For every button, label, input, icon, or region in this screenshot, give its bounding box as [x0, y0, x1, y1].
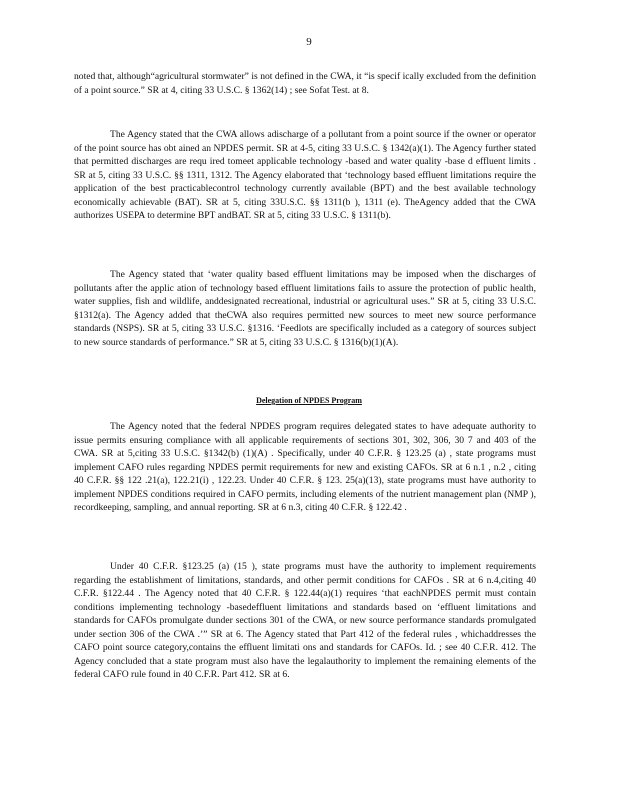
body-block-2 [74, 128, 536, 223]
paragraph-5: Under 40 C.F.R. §123.25 (a) (15 ), state programs must have the authority to implement requirements regarding the establishment of limitations, standards, and other permit conditions for CAFOs . SR at 6 n.4,citing 40 C.F.R. §122.44 . The Agency noted that 40 C.F.R. § 122.44(a)(1) requires ‘that eachNPDES permit must contain conditions implementing technology -basedeffluent limitations and standards based on ‘effluent limitations and standards for CAFOs promulgate dunder sections 301 of the CWA, or new source performance standards promulgated under section 306 of the CWA .’” SR at 6. The Agency stated that Part 412 of the federal rules , whichaddresses the CAFO point source category,contains the effluent limitati ons and standards for CAFOs. Id. ; see 40 C.F.R. 412. The Agency concluded that a state program must also have the legalauthority to implement the remaining elements of the federal CAFO rule found in 40 C.F.R. Part 412. SR at 6. [74, 561, 536, 680]
paragraph-3: The Agency stated that ‘water quality based effluent limitations may be imposed when the discharges of pollutants after the applic ation of technology based effluent limitations fails to assure the protection of public health, water supplies, fish and wildlife, anddesignated recreational, industrial or agricultural uses.” SR at 5, citing 33 U.S.C. §1312(a). The Agency added that theCWA also requires permitted new sources to meet new source performance standards (NSPS). SR at 5, citing 33 U.S.C. §1316. ‘Feedlots are specifically included as a category of sources subject to new source standards of performance.” SR at 5, citing 33 U.S.C. § 1316(b)(1)(A). [74, 269, 536, 348]
body-block-5 [74, 560, 536, 682]
body-block-4 [74, 420, 536, 515]
section-heading [0, 396, 618, 405]
paragraph-2: The Agency stated that the CWA allows adischarge of a pollutant from a point source if the owner or operator of the point source has obt ained an NPDES permit. SR at 4-5, citing 33 U.S.C. § 1342(a)(1). The Agency further stated that permitted discharges are requ ired tomeet applicable technology -based and water quality -base d effluent limits . SR at 5, citing 33 U.S.C. §§ 1311, 1312. The Agency elaborated that ‘technology based effluent limitations require the application of the best practicablecontrol technology currently available (BPT) and the best available technology economically achievable (BAT). SR at 5, citing 33U.S.C. §§ 1311(b ), 1311 (e). TheAgency added that the CWA authorizes USEPA to determine BPT andBAT. SR at 5, citing 33 U.S.C. § 1311(b). [74, 129, 536, 221]
page-number: 9 [306, 36, 312, 48]
paragraph-4: The Agency noted that the federal NPDES program requires delegated states to have adequate authority to issue permits ensuring compliance with all applicable requirements of sections 301, 302, 306, 30 7 and 403 of the CWA. SR at 5,citing 33 U.S.C. §1342(b) (1)(A) . Specifically, under 40 C.F.R. § 123.25 (a) , state programs must implement CAFO rules regarding NPDES permit requirements for new and existing CAFOs. SR at 6 n.1 , n.2 , citing 40 C.F.R. §§ 122 .21(a), 122.21(i) , 122.23. Under 40 C.F.R. § 123. 25(a)(13), state programs must have authority to implement NPDES conditions required in CAFO permits, including elements of the nutrient management plan (NMP ), recordkeeping, sampling, and annual reporting. SR at 6 n.3, citing 40 C.F.R. § 122.42 . [74, 421, 536, 513]
body-block-1 [74, 70, 536, 97]
paragraph-1: noted that, although“agricultural stormwater” is not defined in the CWA, it “is specif ically excluded from the definition of a point source.” SR at 4, citing 33 U.S.C. § 1362(14) ; see Sofat Test. at 8. [74, 71, 536, 96]
section-heading-text: Delegation of NPDES Program [256, 396, 362, 405]
body-block-3 [74, 268, 536, 349]
